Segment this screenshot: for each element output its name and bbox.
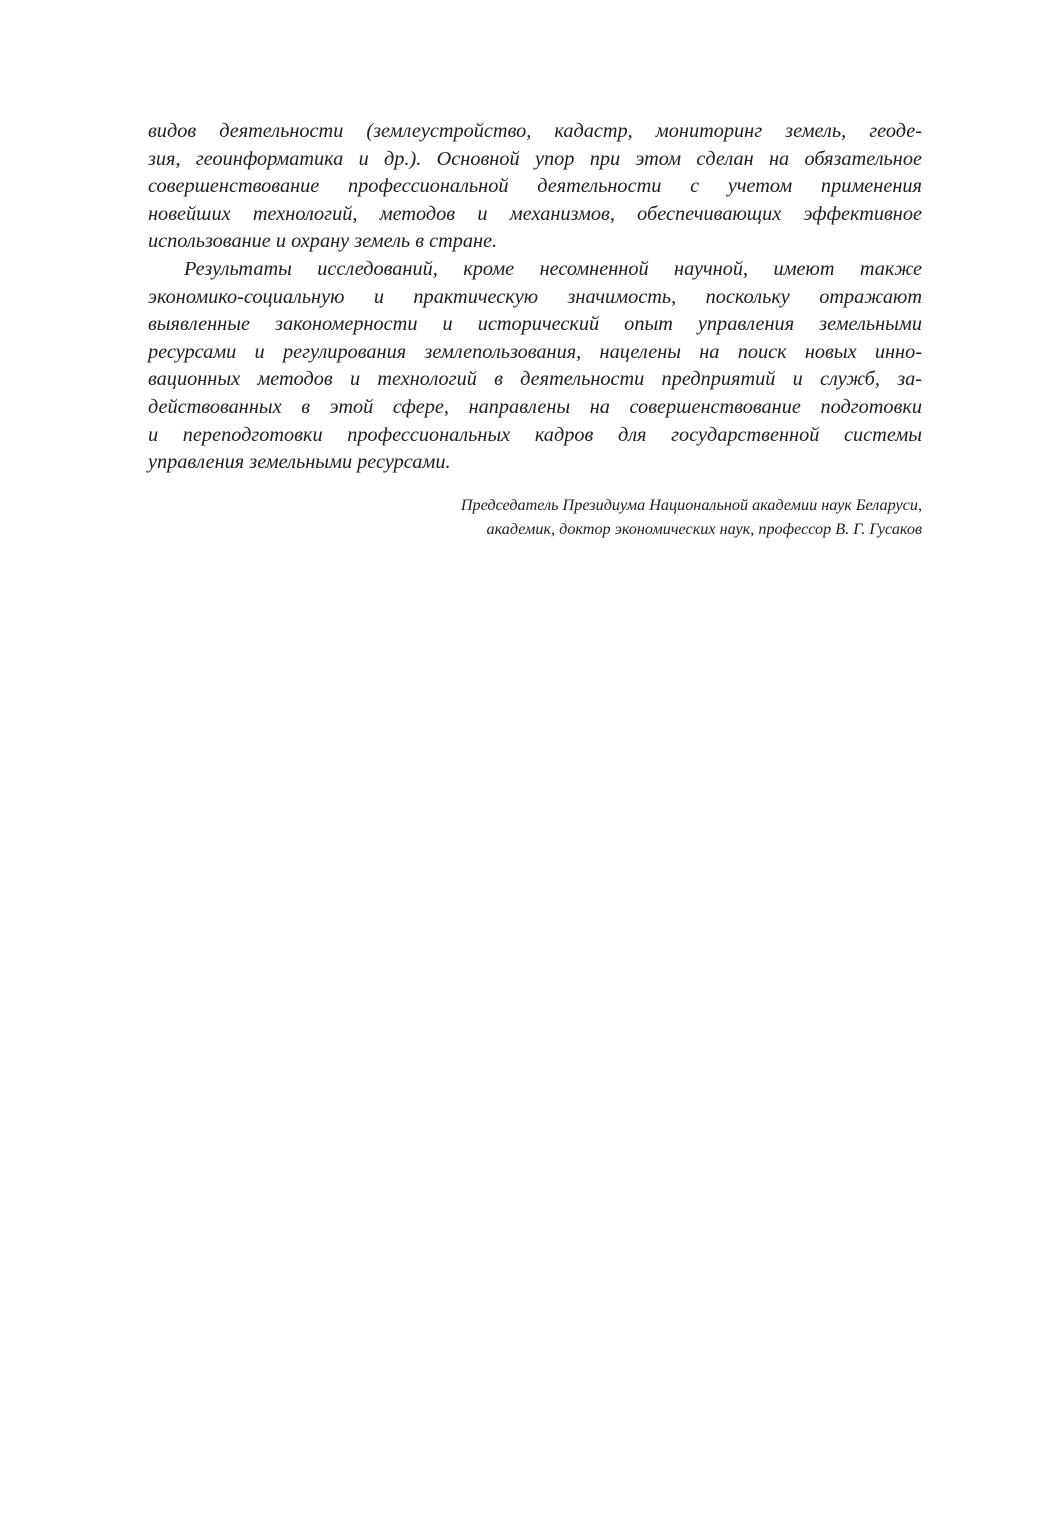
paragraph-1-line-3: совершенствование профессиональной деятельности с учетом применения (148, 175, 922, 198)
paragraph-2-line-3: выявленные закономерности и исторический опыт управления земельными (148, 313, 922, 336)
body-text (148, 118, 922, 477)
paragraph-2-line-4: ресурсами и регулирования землепользования, нацелены на поиск новых инно- (148, 340, 922, 363)
paragraph-2-line-1: Результаты исследований, кроме несомненной научной, имеют также (184, 257, 922, 280)
paragraph-2-line-8: управления земельными ресурсами. (148, 451, 451, 474)
paragraph-1-line-4: новейших технологий, методов и механизмов, обеспечивающих эффективное (148, 202, 922, 225)
paragraph-2-line-2: экономико-социальную и практическую значимость, поскольку отражают (148, 285, 922, 308)
signature-name: академик, доктор экономических наук, профессор В. Г. Гусаков (486, 519, 922, 538)
signature-title: Председатель Президиума Национальной академии наук Беларуси, (460, 496, 922, 514)
paragraph-1 (148, 118, 922, 256)
paragraph-1-line-2: зия, геоинформатика и др.). Основной упор при этом сделан на обязательное (148, 147, 922, 170)
paragraph-2-line-7: и переподготовки профессиональных кадров для государственной системы (148, 423, 922, 446)
paragraph-1-line-1: видов деятельности (землеустройство, кадастр, мониторинг земель, геоде- (148, 120, 922, 142)
paragraph-2-line-5: вационных методов и технологий в деятельности предприятий и служб, за- (148, 368, 922, 391)
signature-block (461, 494, 922, 541)
paragraph-1-line-5: использование и охрану земель в стране. (148, 230, 498, 253)
paragraph-2-line-6: действованных в этой сфере, направлены на совершенствование подготовки (148, 395, 922, 418)
paragraph-2 (148, 256, 922, 477)
